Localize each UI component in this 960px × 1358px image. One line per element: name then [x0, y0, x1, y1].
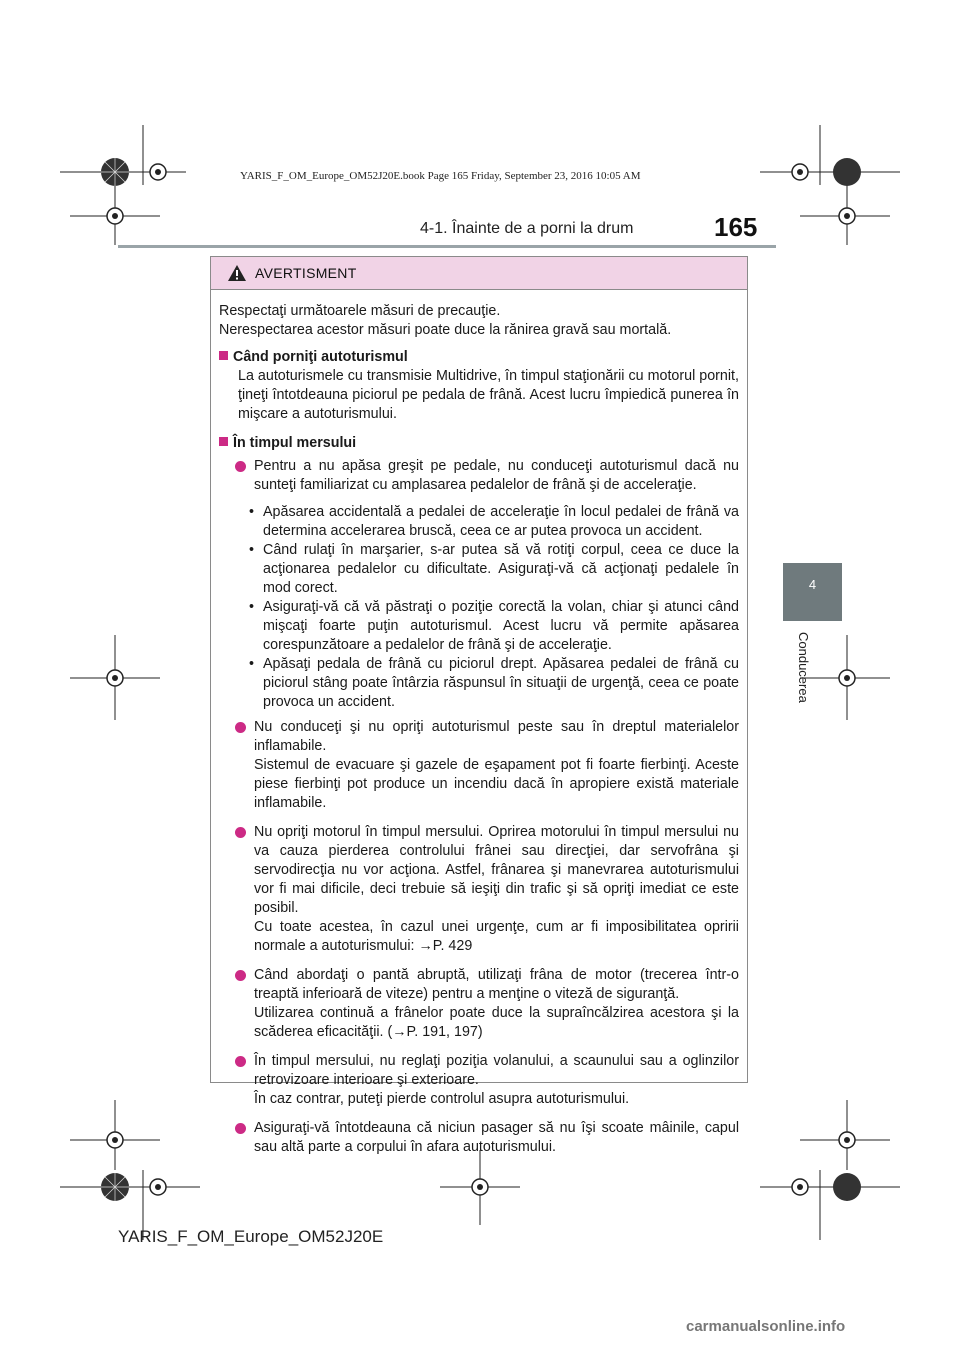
list-item: Asiguraţi-vă întotdeauna că niciun pasager să nu îşi scoate mâinile, capul sau altă parte a corpului în afara autoturismului. — [219, 1119, 739, 1157]
warning-box — [210, 256, 748, 1155]
sub-list-item: • Când rulaţi în marşarier, s-ar putea să vă rotiţi corpul, ceea ce duce la acţionarea pedalelor cu dificultate. Asiguraţi-vă că acţionaţi pedalele în mod corect. — [249, 542, 739, 596]
square-bullet-icon — [219, 351, 228, 360]
header-rule — [118, 245, 776, 248]
warning-body — [211, 290, 747, 1157]
chapter-tab — [783, 563, 842, 621]
round-bullet-icon — [235, 1123, 246, 1134]
square-bullet-icon — [219, 437, 228, 446]
list-item: În timpul mersului, nu reglaţi poziţia volanului, a scaunului sau a oglinzilor retrovizoare interioare şi exterioare. În caz contrar, puteţi pierde controlul asupra autoturismului. — [219, 1052, 739, 1109]
subsection-text: La autoturismele cu transmisie Multidrive, în timpul staţionării cu motorul pornit, ţineţi întotdeauna piciorul pe pedala de frână. Acest lucru împiedică punerea în mişcare a autoturismului. — [238, 368, 739, 422]
warning-title: AVERTISMENT — [255, 265, 357, 281]
page-number: 165 — [714, 212, 758, 242]
list-item: Când abordaţi o pantă abruptă, utilizaţi frâna de motor (trecerea într-o treaptă inferioară de viteze) pentru a menţine o viteză de siguranţă. Utilizarea continuă a frânelor poate duce la supraîncălzirea acestora şi la scăderea eficacităţii. (→P. 191, 197) — [219, 966, 739, 1042]
warning-intro-1: Respectaţi următoarele măsuri de precauţie. — [219, 303, 501, 319]
subsection-heading: Când porniţi autoturismul — [219, 348, 739, 367]
chapter-number: 4 — [808, 577, 817, 592]
list-item: Pentru a nu apăsa greşit pe pedale, nu conduceţi autoturismul dacă nu sunteţi familiarizat cu amplasarea pedalelor de frână şi de acceleraţie. — [219, 457, 739, 495]
round-bullet-icon — [235, 827, 246, 838]
round-bullet-icon — [235, 461, 246, 472]
footer-code: YARIS_F_OM_Europe_OM52J20E — [118, 1227, 384, 1246]
warning-triangle-icon — [227, 264, 247, 282]
round-bullet-icon — [235, 1056, 246, 1067]
section-title: 4-1. Înainte de a porni la drum — [420, 220, 634, 237]
warning-header — [211, 257, 747, 290]
sub-list-item: • Apăsarea accidentală a pedalei de acceleraţie în locul pedalei de frână va determina accelerarea bruscă, ceea ce ar putea provoca un accident. — [249, 504, 739, 539]
warning-intro-2: Nerespectarea acestor măsuri poate duce la rănirea gravă sau mortală. — [219, 322, 672, 338]
subsection-heading: În timpul mersului — [219, 434, 739, 453]
sub-list — [219, 503, 739, 712]
round-bullet-icon — [235, 722, 246, 733]
round-bullet-icon — [235, 970, 246, 981]
sub-list-item: • Apăsaţi pedala de frână cu piciorul drept. Apăsarea pedalei de frână cu piciorul stâng poate întârzia răspunsul în situaţii de urgenţă, ceea ce poate provoca un accident. — [249, 656, 739, 710]
chapter-label: Conducerea — [796, 632, 811, 703]
list-item: Nu opriţi motorul în timpul mersului. Oprirea motorului în timpul mersului nu va cauza pierderea controlului frânei sau direcţiei, dar servofrâna şi servodirecţia nu vor acţiona. Astfel, frânarea şi manevrarea autoturismului vor fi mai dificile, deci trebuie să ieşiţi din trafic şi să opriţi imediat ce este posibil. Cu toate acestea, în cazul unei urgenţe, cum ar fi imposibilitatea opririi normale a autoturismului: →P. 429 — [219, 823, 739, 956]
watermark: carmanualsonline.info — [686, 1318, 846, 1335]
list-item: Nu conduceţi şi nu opriţi autoturismul peste sau în dreptul materialelor inflamabile. Sistemul de evacuare şi gazele de eşapament pot fi foarte fierbinţi. Aceste piese fierbinţi pot produce un incendiu dacă în apropiere există materiale inflamabile. — [219, 718, 739, 813]
sub-list-item: • Asiguraţi-vă că vă păstraţi o poziţie corectă la volan, chiar şi atunci când mişcaţi foarte puţin autoturismul. Acest lucru vă permite apăsarea corespunzătoare a pedalelor de frână şi de acceleraţie. — [249, 599, 739, 653]
print-header: YARIS_F_OM_Europe_OM52J20E.book Page 165 Friday, September 23, 2016 10:05 AM — [240, 170, 641, 182]
